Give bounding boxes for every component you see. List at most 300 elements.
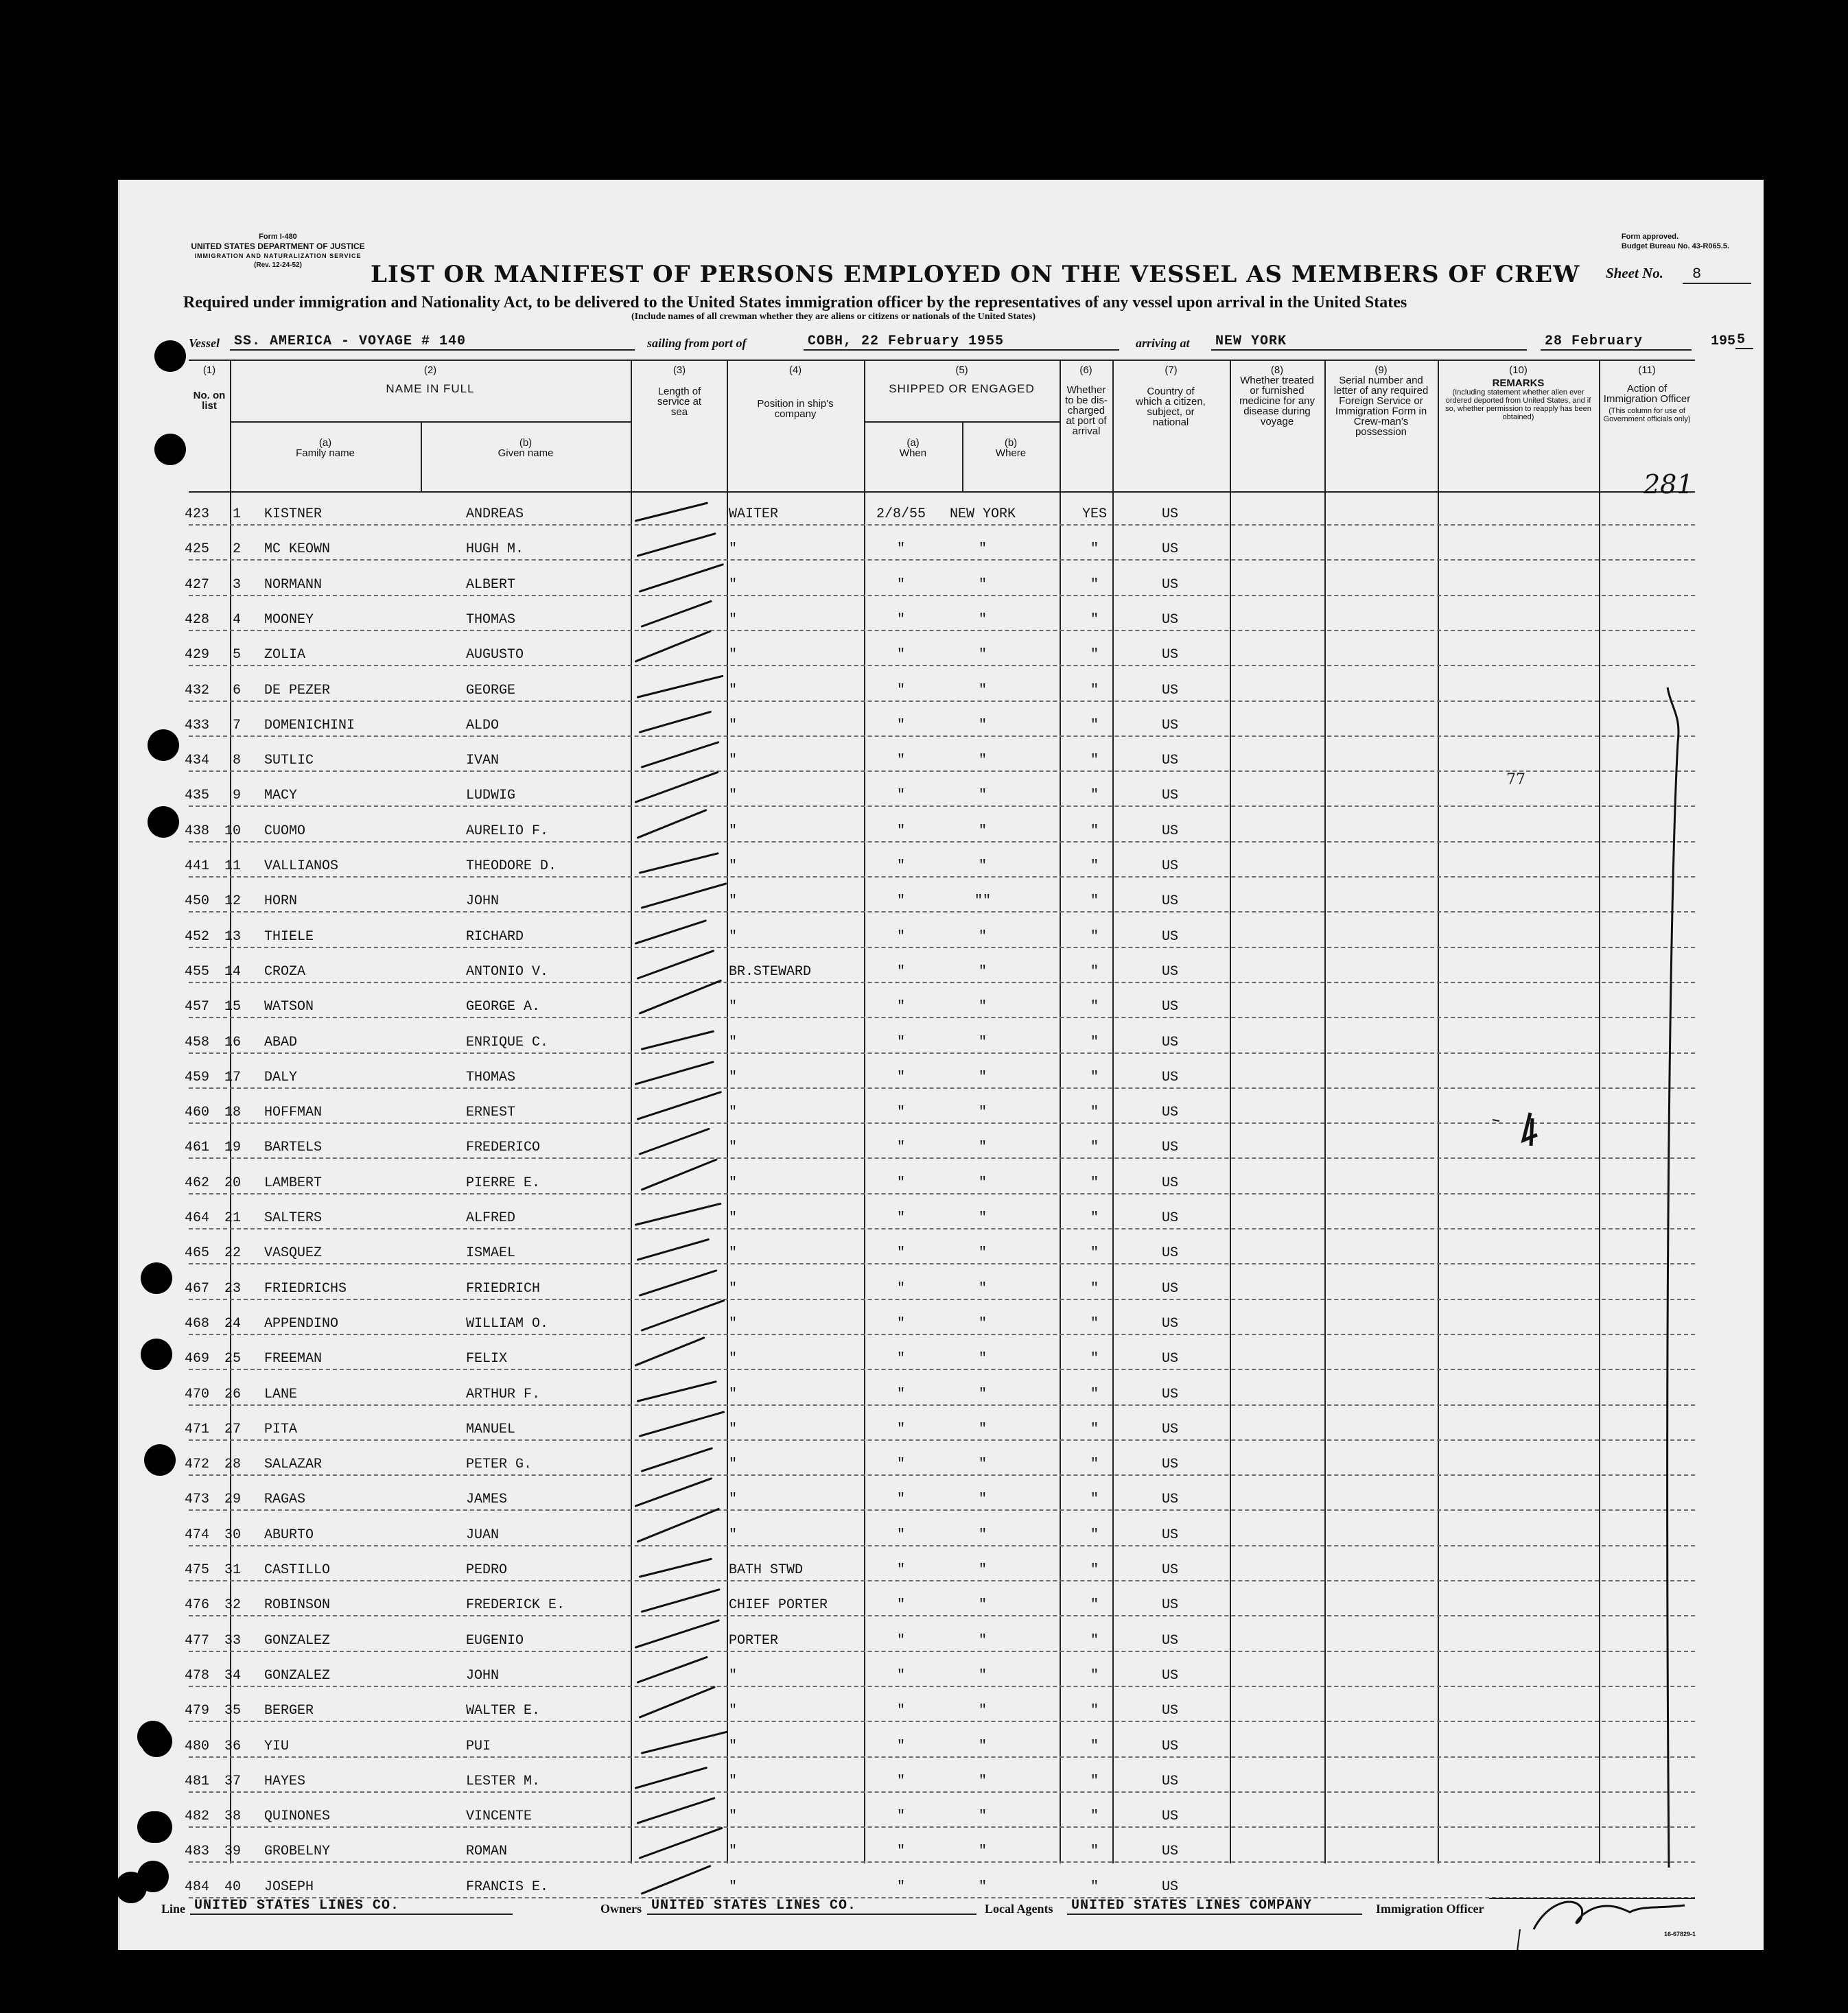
year-prefix: 195 <box>1711 333 1736 349</box>
shipped-where: " <box>978 999 987 1015</box>
country: US <box>1161 541 1178 558</box>
punch-hole <box>148 729 179 761</box>
signature-tail-icon <box>1517 1929 1520 1950</box>
given-name: ANDREAS <box>466 506 524 522</box>
position: " <box>729 1280 738 1297</box>
position: " <box>729 1773 738 1789</box>
shipped-where: " <box>978 1457 987 1473</box>
list-number: 469 <box>184 1351 209 1367</box>
row-number: 18 <box>224 1105 241 1121</box>
given-name: ALFRED <box>466 1210 516 1226</box>
position: " <box>729 1245 738 1262</box>
shipped-where: " <box>978 1280 987 1297</box>
shipped-when: " <box>896 1879 905 1895</box>
given-name: LESTER M. <box>466 1773 541 1789</box>
manifest-sheet <box>118 180 1764 1950</box>
family-name: SALTERS <box>264 1210 323 1226</box>
given-name: HUGH M. <box>466 541 524 558</box>
shipped-when: " <box>896 1280 905 1297</box>
given-name: VINCENTE <box>466 1809 533 1825</box>
shipped-where: " <box>978 858 987 874</box>
given-name: IVAN <box>466 753 500 769</box>
col2a-title: Family name <box>296 447 355 459</box>
print-code: 16-67829-1 <box>1664 1931 1696 1938</box>
country: US <box>1161 1527 1178 1543</box>
country: US <box>1161 506 1178 522</box>
country: US <box>1161 1175 1178 1191</box>
list-number: 472 <box>184 1457 209 1473</box>
punch-hole <box>115 1872 147 1903</box>
given-name: ALDO <box>466 717 500 733</box>
row-number: 16 <box>224 1034 241 1050</box>
shipped-where: " <box>978 753 987 769</box>
list-number: 478 <box>184 1667 209 1684</box>
list-number: 438 <box>184 823 209 839</box>
list-number: 452 <box>184 928 209 945</box>
col11-note: (This column for use of Government officials only) <box>1603 407 1691 423</box>
row-number: 25 <box>224 1351 241 1367</box>
col6-title: Whether to be dis-charged at port of arrival <box>1065 384 1108 437</box>
row-number: 27 <box>224 1421 241 1437</box>
given-name: ENRIQUE C. <box>466 1034 549 1050</box>
punch-hole <box>154 434 186 465</box>
list-number: 432 <box>184 682 209 698</box>
department-name: UNITED STATES DEPARTMENT OF JUSTICE <box>191 242 365 251</box>
remark-note: 77 <box>1506 771 1525 788</box>
arriving-label: arriving at <box>1136 336 1190 350</box>
shipped-when: " <box>896 858 905 874</box>
position: " <box>729 647 738 663</box>
row-number: 15 <box>224 999 241 1015</box>
shipped-when: " <box>896 1773 905 1789</box>
list-number: 481 <box>184 1773 209 1789</box>
country: US <box>1161 1386 1178 1402</box>
family-name: FRIEDRICHS <box>264 1280 347 1297</box>
position: " <box>729 1034 738 1050</box>
vessel-label: Vessel <box>189 336 220 350</box>
given-name: EUGENIO <box>466 1632 524 1649</box>
position: " <box>729 1421 738 1437</box>
mark-icon <box>1493 1120 1499 1121</box>
list-number: 428 <box>184 611 209 628</box>
discharge: " <box>1090 717 1099 733</box>
row-number: 20 <box>224 1175 241 1191</box>
shipped-where: " <box>978 1175 987 1191</box>
row-number: 24 <box>224 1315 241 1332</box>
family-name: MC KEOWN <box>264 541 331 558</box>
form-approved: Form approved. <box>1621 233 1679 241</box>
shipped-when: " <box>896 1140 905 1156</box>
sheet-no-value: 8 <box>1683 266 1751 284</box>
line-label: Line <box>161 1902 186 1916</box>
family-name: VASQUEZ <box>264 1245 323 1262</box>
given-name: PEDRO <box>466 1562 508 1578</box>
row-number: 11 <box>224 858 241 874</box>
shipped-where: " <box>978 1879 987 1895</box>
family-name: VALLIANOS <box>264 858 339 874</box>
discharge: " <box>1090 1315 1099 1332</box>
col3-title: Length of service at sea <box>657 386 702 418</box>
shipped-when: " <box>896 1105 905 1121</box>
given-name: AURELIO F. <box>466 823 549 839</box>
given-name: ERNEST <box>466 1105 516 1121</box>
given-name: GEORGE A. <box>466 999 541 1015</box>
shipped-when: " <box>896 1315 905 1332</box>
shipped-when: " <box>896 1632 905 1649</box>
list-number: 476 <box>184 1597 209 1614</box>
position: " <box>729 1457 738 1473</box>
discharge: " <box>1090 1773 1099 1789</box>
col8-title: Whether treated or furnished medicine for any disease during voyage <box>1239 375 1315 427</box>
discharge: " <box>1090 1069 1099 1085</box>
country: US <box>1161 1492 1178 1508</box>
shipped-when: " <box>896 1351 905 1367</box>
position: " <box>729 541 738 558</box>
discharge: " <box>1090 1421 1099 1437</box>
discharge: " <box>1090 541 1099 558</box>
country: US <box>1161 611 1178 628</box>
punch-hole <box>144 1444 176 1476</box>
col5b-title: Where <box>995 447 1027 459</box>
discharge: " <box>1090 1562 1099 1578</box>
position: " <box>729 753 738 769</box>
family-name: GONZALEZ <box>264 1667 331 1684</box>
row-number: 28 <box>224 1457 241 1473</box>
family-name: ROBINSON <box>264 1597 331 1614</box>
shipped-when: " <box>896 541 905 558</box>
position: " <box>729 1667 738 1684</box>
given-name: PETER G. <box>466 1457 533 1473</box>
list-number: 461 <box>184 1140 209 1156</box>
col7-number: (7) <box>1165 364 1178 376</box>
shipped-when: " <box>896 1703 905 1719</box>
list-number: 479 <box>184 1703 209 1719</box>
position: CHIEF PORTER <box>729 1597 828 1614</box>
country: US <box>1161 963 1178 980</box>
discharge: " <box>1090 1879 1099 1895</box>
position: " <box>729 823 738 839</box>
given-name: FELIX <box>466 1351 508 1367</box>
col2a-letter: (a) <box>318 437 332 449</box>
list-number: 423 <box>184 506 209 522</box>
row-number: 32 <box>224 1597 241 1614</box>
shipped-when: " <box>896 1386 905 1402</box>
shipped-where: " <box>978 1738 987 1754</box>
sailing-label: sailing from port of <box>647 336 747 350</box>
page-title: LIST OR MANIFEST OF PERSONS EMPLOYED ON THE VESSEL AS MEMBERS OF CREW <box>371 261 1580 288</box>
shipped-when: " <box>896 717 905 733</box>
country: US <box>1161 928 1178 945</box>
row-number: 21 <box>224 1210 241 1226</box>
position: " <box>729 1879 738 1895</box>
given-name: GEORGE <box>466 682 516 698</box>
family-name: BERGER <box>264 1703 314 1719</box>
given-name: THOMAS <box>466 1069 516 1085</box>
country: US <box>1161 999 1178 1015</box>
country: US <box>1161 1280 1178 1297</box>
country: US <box>1161 1105 1178 1121</box>
country: US <box>1161 1069 1178 1085</box>
shipped-where: " <box>978 1034 987 1050</box>
col5-title: SHIPPED OR ENGAGED <box>889 382 1035 395</box>
country: US <box>1161 1738 1178 1754</box>
shipped-where: " <box>978 1386 987 1402</box>
country: US <box>1161 576 1178 593</box>
row-number: 10 <box>224 823 241 839</box>
shipped-when: " <box>896 1034 905 1050</box>
family-name: ZOLIA <box>264 647 306 663</box>
family-name: THIELE <box>264 928 314 945</box>
col9-number: (9) <box>1375 364 1388 376</box>
sailing-value: COBH, 22 February 1955 <box>804 333 1119 351</box>
discharge: YES <box>1081 506 1107 522</box>
position: WAITER <box>729 506 779 522</box>
position: " <box>729 1140 738 1156</box>
position: PORTER <box>729 1632 779 1649</box>
list-number: 462 <box>184 1175 209 1191</box>
shipped-when: " <box>896 999 905 1015</box>
punch-hole <box>154 340 186 372</box>
punch-hole <box>141 1811 172 1843</box>
list-number: 475 <box>184 1562 209 1578</box>
discharge: " <box>1090 893 1099 910</box>
shipped-when: " <box>896 1597 905 1614</box>
shipped-when: " <box>896 963 905 980</box>
list-number: 425 <box>184 541 209 558</box>
page-subnote: (Include names of all crewman whether they are aliens or citizens or nationals of the United States) <box>631 311 1036 322</box>
handwriting-layer <box>120 180 1766 1950</box>
family-name: NORMANN <box>264 576 323 593</box>
row-number: 2 <box>232 541 241 558</box>
discharge: " <box>1090 1738 1099 1754</box>
row-number: 22 <box>224 1245 241 1262</box>
row-number: 19 <box>224 1140 241 1156</box>
family-name: PITA <box>264 1421 298 1437</box>
form-number: Form I-480 <box>259 233 297 241</box>
shipped-where: " <box>978 823 987 839</box>
given-name: AUGUSTO <box>466 647 524 663</box>
family-name: FREEMAN <box>264 1351 323 1367</box>
position: " <box>729 1492 738 1508</box>
vessel-value: SS. AMERICA - VOYAGE # 140 <box>230 333 635 351</box>
given-name: THOMAS <box>466 611 516 628</box>
shipped-where: " <box>978 1421 987 1437</box>
list-number: 474 <box>184 1527 209 1543</box>
shipped-where: " <box>978 928 987 945</box>
family-name: SALAZAR <box>264 1457 323 1473</box>
shipped-when: " <box>896 1421 905 1437</box>
shipped-where: " <box>978 1245 987 1262</box>
shipped-where: " <box>978 1632 987 1649</box>
family-name: MACY <box>264 788 298 804</box>
family-name: YIU <box>264 1738 290 1754</box>
list-number: 464 <box>184 1210 209 1226</box>
family-name: APPENDINO <box>264 1315 339 1332</box>
col4-title: Position in ship's company <box>757 398 834 420</box>
country: US <box>1161 788 1178 804</box>
family-name: HOFFMAN <box>264 1105 323 1121</box>
manifest-footer <box>161 1896 1740 1924</box>
given-name: PIERRE E. <box>466 1175 541 1191</box>
country: US <box>1161 1140 1178 1156</box>
list-number: 477 <box>184 1632 209 1649</box>
shipped-where: " <box>978 1069 987 1085</box>
shipped-when: " <box>896 1492 905 1508</box>
col5-number: (5) <box>955 364 968 376</box>
country: US <box>1161 1421 1178 1437</box>
shipped-when: " <box>896 647 905 663</box>
row-number: 35 <box>224 1703 241 1719</box>
discharge: " <box>1090 1210 1099 1226</box>
position: " <box>729 1809 738 1825</box>
position: " <box>729 1527 738 1543</box>
shipped-when: " <box>896 823 905 839</box>
position: " <box>729 1844 738 1860</box>
given-name: FREDERICK E. <box>466 1597 565 1614</box>
list-number: 480 <box>184 1738 209 1754</box>
arrival-date: 28 February <box>1541 333 1692 351</box>
family-name: GROBELNY <box>264 1844 331 1860</box>
discharge: " <box>1090 1105 1099 1121</box>
col5a-letter: (a) <box>907 437 920 449</box>
list-number: 427 <box>184 576 209 593</box>
budget-bureau: Budget Bureau No. 43-R065.5. <box>1621 242 1729 250</box>
shipped-when: " <box>896 753 905 769</box>
col1-title: No. on list <box>193 390 226 412</box>
country: US <box>1161 753 1178 769</box>
shipped-where: "" <box>974 893 991 910</box>
position: " <box>729 1386 738 1402</box>
discharge: " <box>1090 963 1099 980</box>
country: US <box>1161 1034 1178 1050</box>
discharge: " <box>1090 682 1099 698</box>
shipped-when: " <box>896 576 905 593</box>
position: " <box>729 928 738 945</box>
list-number: 484 <box>184 1879 209 1895</box>
shipped-where: " <box>978 1492 987 1508</box>
shipped-when: " <box>896 611 905 628</box>
row-number: 34 <box>224 1667 241 1684</box>
position: " <box>729 576 738 593</box>
family-name: BARTELS <box>264 1140 323 1156</box>
position: " <box>729 858 738 874</box>
shipped-where: " <box>978 1210 987 1226</box>
shipped-when: " <box>896 788 905 804</box>
col10-note: (Including statement whether alien ever ordered deported from United States, and if so, whether permission to reapply has been obtained) <box>1445 388 1591 421</box>
given-name: ROMAN <box>466 1844 508 1860</box>
col2b-title: Given name <box>498 447 554 459</box>
list-number: 457 <box>184 999 209 1015</box>
row-number: 8 <box>232 753 241 769</box>
shipped-when: " <box>896 1738 905 1754</box>
discharge: " <box>1090 1386 1099 1402</box>
col5b-letter: (b) <box>1004 437 1018 449</box>
col1-number: (1) <box>202 364 216 376</box>
col2-title: NAME IN FULL <box>386 382 475 395</box>
agents-label: Local Agents <box>985 1902 1053 1916</box>
action-column-line-icon <box>1668 687 1679 1868</box>
family-name: ABURTO <box>264 1527 314 1543</box>
given-name: FREDERICO <box>466 1140 541 1156</box>
country: US <box>1161 1809 1178 1825</box>
given-name: LUDWIG <box>466 788 516 804</box>
shipped-where: " <box>978 1351 987 1367</box>
shipped-where: " <box>978 1809 987 1825</box>
row-number: 39 <box>224 1844 241 1860</box>
discharge: " <box>1090 753 1099 769</box>
list-number: 467 <box>184 1280 209 1297</box>
given-name: ALBERT <box>466 576 516 593</box>
family-name: JOSEPH <box>264 1879 314 1895</box>
row-number: 38 <box>224 1809 241 1825</box>
discharge: " <box>1090 1492 1099 1508</box>
list-number: 434 <box>184 753 209 769</box>
discharge: " <box>1090 1844 1099 1860</box>
row-number: 40 <box>224 1879 241 1895</box>
given-name: JOHN <box>466 1667 500 1684</box>
col6-number: (6) <box>1079 364 1092 376</box>
officer-label: Immigration Officer <box>1376 1902 1484 1916</box>
list-number: 441 <box>184 858 209 874</box>
given-name: ARTHUR F. <box>466 1386 541 1402</box>
given-name: ANTONIO V. <box>466 963 549 980</box>
shipped-when: " <box>896 1562 905 1578</box>
col10-title: REMARKS <box>1492 377 1545 389</box>
country: US <box>1161 717 1178 733</box>
given-name: JOHN <box>466 893 500 910</box>
sheet-label: Sheet No. <box>1606 265 1663 281</box>
given-name: JUAN <box>466 1527 500 1543</box>
position: " <box>729 1175 738 1191</box>
position: " <box>729 788 738 804</box>
position: " <box>729 1738 738 1754</box>
country: US <box>1161 1667 1178 1684</box>
list-number: 482 <box>184 1809 209 1825</box>
shipped-where: " <box>978 717 987 733</box>
shipped-where: " <box>978 1562 987 1578</box>
discharge: " <box>1090 1632 1099 1649</box>
list-number: 460 <box>184 1105 209 1121</box>
position: " <box>729 1351 738 1367</box>
discharge: " <box>1090 1245 1099 1262</box>
discharge: " <box>1090 1140 1099 1156</box>
position: " <box>729 893 738 910</box>
country: US <box>1161 1457 1178 1473</box>
country: US <box>1161 1879 1178 1895</box>
discharge: " <box>1090 928 1099 945</box>
discharge: " <box>1090 611 1099 628</box>
row-number: 1 <box>232 506 241 522</box>
discharge: " <box>1090 999 1099 1015</box>
country: US <box>1161 1210 1178 1226</box>
shipped-when: 2/8/55 <box>876 506 926 522</box>
shipped-when: " <box>896 1527 905 1543</box>
country: US <box>1161 893 1178 910</box>
list-number: 465 <box>184 1245 209 1262</box>
shipped-where: " <box>978 682 987 698</box>
row-number: 3 <box>232 576 241 593</box>
family-name: GONZALEZ <box>264 1632 331 1649</box>
punch-hole <box>148 806 179 838</box>
shipped-when: " <box>896 1175 905 1191</box>
given-name: MANUEL <box>466 1421 516 1437</box>
list-number: 470 <box>184 1386 209 1402</box>
list-number: 473 <box>184 1492 209 1508</box>
list-number: 458 <box>184 1034 209 1050</box>
punch-hole <box>141 1726 172 1757</box>
family-name: HORN <box>264 893 298 910</box>
family-name: LAMBERT <box>264 1175 323 1191</box>
